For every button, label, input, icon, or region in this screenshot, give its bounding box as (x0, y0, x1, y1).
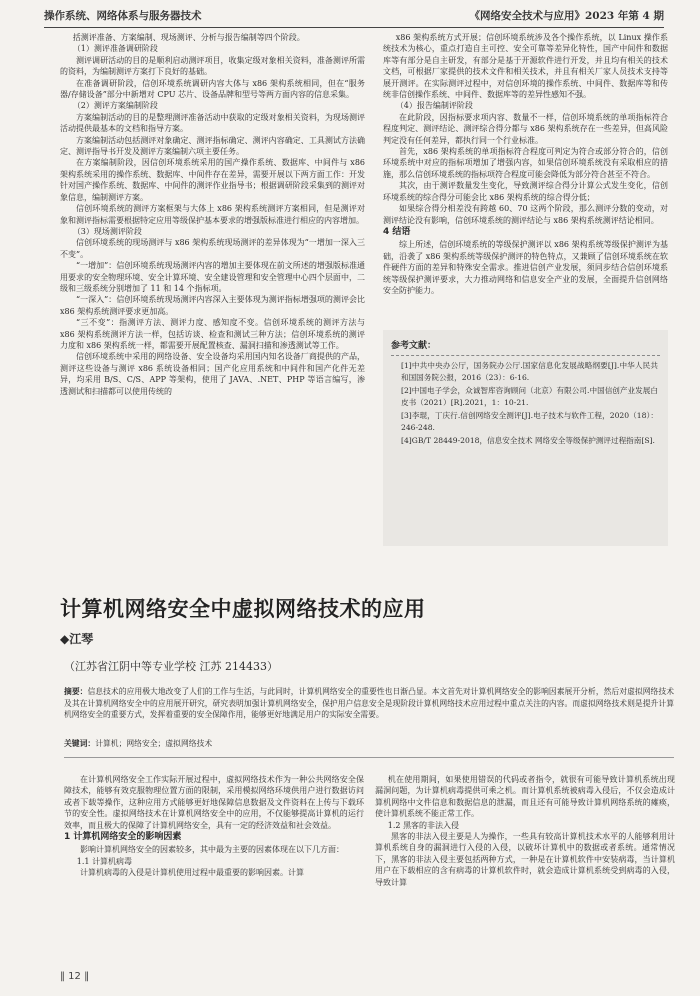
body-right-column (375, 774, 675, 964)
paragraph: 综上所述，信创环境系统的等级保护测评以 x86 架构系统等级保护测评为基础，沿袭了 x86 架构系统等级保护测评的特色特点，又兼顾了信创环境系统在软件硬件方面的差异和特殊安全需求。推进信创产业发展，须同步结合信创环境系统等级保护测评要求，大力推动网络和信息安全产业的发展，全面提升信创网络安全防护能力。 (383, 240, 668, 295)
paragraph: 首先，x86 架构系统的单项指标符合程度可判定为符合或部分符合的，信创环境系统中对应的指标项增加了增强内容，如果信创环境系统没有采取相应的措施，那么信创环境系统的指标项符合程度可能会降低为部分符合甚至不符合。 (383, 147, 668, 179)
article-title: 计算机网络安全中虚拟网络技术的应用 (60, 597, 426, 621)
page-number: ‖ 12 ‖ (60, 971, 90, 982)
references-divider (391, 355, 660, 356)
keywords-label: 关键词： (64, 739, 96, 748)
header-right: 《网络安全技术与应用》2023 年第 4 期 (469, 10, 664, 22)
paragraph: 方案编制活动的目的是整理测评准备活动中获取的定级对象相关资料，为现场测评活动提供最基本的文档和指导方案。 (60, 112, 365, 134)
article-affiliation: （江苏省江阴中等专业学校 江苏 214433） (64, 660, 278, 673)
paragraph: “一深入”：信创环境系统现场测评内容深入主要体现为测评指标增强项的测评会比 x86 架构系统测评要求更加高。 (60, 295, 365, 316)
paragraph: 测评调研活动的目的是顺利启动测评项目，收集定级对象相关资料，准备测评所需的资料，为编制测评方案打下良好的基础。 (60, 55, 365, 77)
section-heading: 4 结语 (383, 226, 411, 237)
reference-item: [1]中共中央办公厅，国务院办公厅.国家信息化发展战略纲要[J].中华人民共和国国务院公报，2016（23）：6-16. (401, 361, 658, 382)
header-rule (44, 27, 664, 28)
body-left-column (64, 774, 364, 964)
references-list (383, 360, 668, 447)
references-box (383, 330, 668, 546)
reference-item: [3]李琨，丁庆行.信创网络安全测评[J].电子技术与软件工程，2020（18）：246-248. (401, 411, 658, 432)
paragraph: 黑客的非法入侵主要是人为操作，一些具有较高计算机技术水平的人能够利用计算机系统自身的漏洞进行入侵的入侵，以破坏计算机中的数据或者系统。通常情况下，黑客的非法入侵主要包括两种方式，一种是在计算机软件中安装病毒，当计算机用户在下载相应的含有病毒的计算机软件时，就会造成计算机系统受到病毒的入侵，导致计算 (375, 832, 675, 887)
reference-item: [4]GB/T 28449-2018，信息安全技术 网络安全等级保护测评过程指南[S]. (401, 436, 655, 445)
section-heading: 1 计算机网络安全的影响因素 (64, 832, 182, 843)
paragraph: 在此阶段，因指标要求项内容、数量不一样，信创环境系统的单项指标符合程度判定、测评结论、测评综合得分都与 x86 架构系统存在一些差异，但高风险判定没有任何差异，都执行同一个行业标准。 (383, 112, 668, 145)
paragraph: 在方案编制阶段，因信创环境系统采用的国产操作系统、数据库、中间件与 x86 架构系统采用的操作系统、数据库、中间件存在差异，需要开展以下两方面工作：开发针对国产操作系统、数据库、中间件的测评作业指导书；根据调研阶段采集到的测评对象信息，编制测评方案。 (60, 158, 365, 202)
header-left: 操作系统、网络体系与服务器技术 (44, 10, 202, 22)
paragraph: 机在使用期间，如果使用错误的代码或者指令，就很有可能导致计算机系统出现漏洞问题，为计算机病毒提供可乘之机。而计算机系统被病毒入侵后，不仅会造成计算机网络中文件信息和数据信息的泄漏，而且还有可能导致计算机网络系统的瘫痪，使计算机系统不能正常工作。 (375, 775, 675, 819)
paragraph: 括测评准备、方案编制、现场测评、分析与报告编制等四个阶段。 (72, 33, 305, 42)
abstract-label: 摘要： (64, 687, 88, 696)
paragraph: 信创环境系统中采用的网络设备、安全设备均采用国内知名设备厂商提供的产品，测评这些设备与测评 x86 系统设备相同；国产化应用系统和中间件和国产化件无差异，均采用 B/S、C/S、APP 等架构，使用了 JAVA、.NET、PHP 等语言编写，渗透测试和扫描都可以使用传统的 (60, 352, 365, 396)
left-column (60, 32, 365, 548)
article-author: ◆江琴 (60, 632, 94, 646)
running-header (44, 8, 664, 24)
abstract-text: 信息技术的应用极大地改变了人们的工作与生活，与此同时，计算机网络安全的重要性也日渐凸显。本文首先对计算机网络安全的影响因素展开分析，然后对虚拟网络技术及其在计算机网络安全中的应用展开研究，研究表明加强计算机网络安全，保护用户信息安全是现阶段计算机网络技术应用过程中重点关注的内容。而虚拟网络技术则是提升计算机网络安全的重要方式，发挥着重要的安全保障作用，能够更好地满足用户的实际安全需要。 (64, 687, 674, 720)
paragraph: 如果综合得分相差没有跨越 60、70 这两个阶段，那么测评分数的变动，对测评结论没有影响，信创环境系统的测评结论与 x86 架构系统测评结论相同。 (383, 204, 668, 225)
paragraph: （4）报告编制评阶段 (395, 101, 473, 111)
paragraph: （3）现场测评阶段 (72, 226, 142, 236)
paragraph: “三不变”：指测评方法、测评力度、感知度不变。信创环境系统的测评方法与 x86 架构系统测评方法一样，包括访谈、检查和测试三种方法；信创环境系统的测评力度和 x86 架构系统一样，都需要开展配置核查、漏洞扫描和渗透测试等工作。 (60, 318, 365, 350)
paragraph: “一增加”：信创环境系统现场测评内容的增加主要体现在前文所述的增强版标准通用要求的安全物理环境、安全计算环境、安全建设管理和安全管理中心四个层面中，二级和三级系统分别增加了 11 和 14 个指标项。 (60, 261, 365, 293)
keywords (64, 738, 212, 749)
paragraph: 1.2 黑客的非法入侵 (387, 820, 460, 830)
abstract-divider (64, 757, 674, 758)
paragraph: 1.1 计算机病毒 (76, 856, 133, 866)
paragraph: 在计算机网络安全工作实际开展过程中，虚拟网络技术作为一种公共网络安全保障技术，能够有效克服物理位置方面的限制，采用模拟网络环境供用户进行数据访问或者下载等操作，这种应用方式能够更好地保障信息数据及文件资料在上传与下载环节的安全性。虚拟网络技术在计算机网络安全中的应用，不仅能够提高计算机的运行效率，而且极大的保障了计算机网络安全，具有一定的经济效益和社会效益。 (64, 775, 364, 830)
abstract (64, 686, 674, 721)
paragraph: 计算机病毒的入侵是计算机使用过程中最重要的影响因素。计算 (80, 868, 304, 878)
paragraph: （2）测评方案编制阶段 (72, 101, 158, 111)
paragraph: （1）测评准备调研阶段 (72, 44, 158, 54)
paragraph: 信创环境系统的现场测评与 x86 架构系统现场测评的差异体现为“一增加一深入三不变”。 (60, 238, 365, 259)
keywords-text: 计算机；网络安全；虚拟网络技术 (95, 739, 213, 748)
paragraph: 信创环境系统的测评方案框架与大体上 x86 架构系统测评方案相同，但是测评对象和测评指标需要根据特定应用等级保护基本要求的增强版标准进行相应的内容增加。 (60, 204, 365, 225)
paragraph: 其次，由于测评数量发生变化，导致测评综合得分计算公式发生变化，信创环境系统的综合得分可能会比 x86 架构系统的综合得分低； (383, 181, 668, 202)
paragraph: 方案编制活动包括测评对象确定、测评指标确定、测评内容确定、工具测试方法确定、测评指导书开发及测评方案编制六项主要任务。 (60, 135, 365, 157)
reference-item: [2]中国电子学会，众诚智库咨询顾问（北京）有限公司.中国信创产业发展白皮书（2021）[R].2021，1：10-21. (401, 386, 658, 407)
paragraph: 在准备调研阶段，信创环境系统调研内容大体与 x86 架构系统相同，但在“服务器/存储设备”部分中新增对 CPU 芯片、设备品牌和型号等两方面内容的信息采集。 (60, 78, 365, 100)
right-column (383, 32, 668, 332)
references-title: 参考文献： (391, 341, 437, 351)
paragraph: 影响计算机网络安全的因素较多，其中最为主要的因素体现在以下几方面： (80, 845, 344, 855)
paragraph: x86 架构系统方式开展；信创环境系统涉及各个操作系统，以 Linux 操作系统技术为核心，重点打造自主可控、安全可靠等差异化特性，国产中间件和数据库等有部分是自主研发，有部分是基于开源软件进行开发，并且均有相关的技术文档，可根据厂家提供的技术文件和相关技术，并且有相关厂家人员技术支持等展开测评。在实际测评过程中，对信创环境的操作系统、中间件、数据库等和传统非信创操作系统、中间件、数据库等的差异性感知不强。 (383, 33, 668, 100)
